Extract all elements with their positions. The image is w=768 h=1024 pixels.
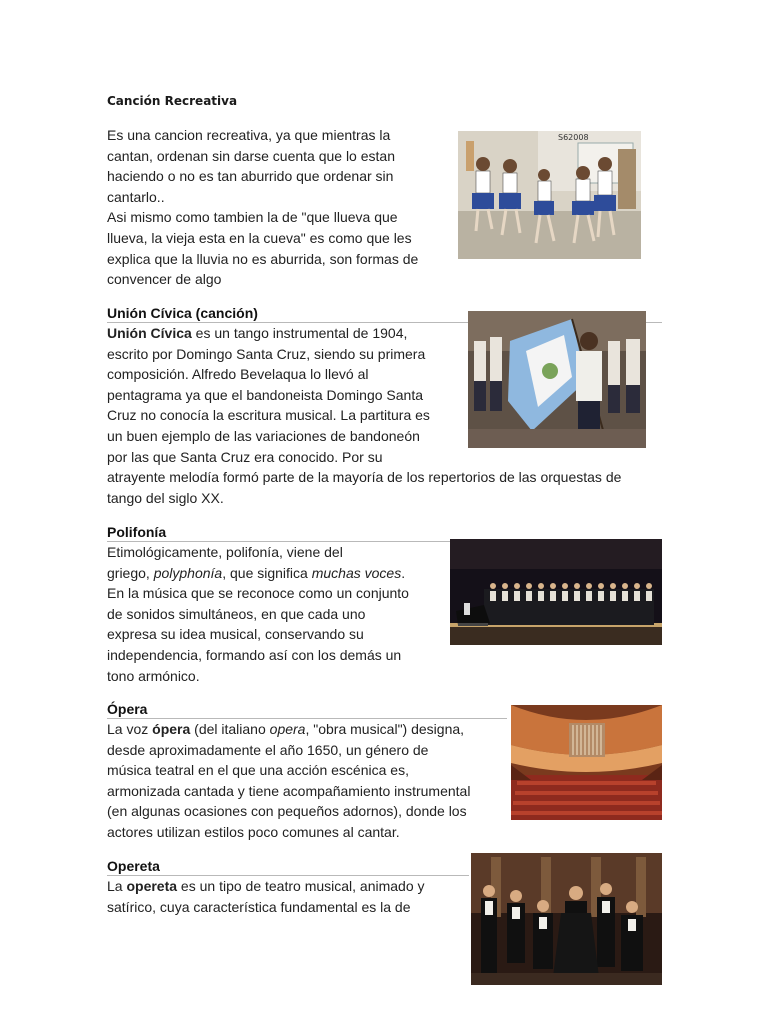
paragraph-opera — [107, 719, 507, 843]
section-heading-opereta: Opereta — [107, 858, 160, 874]
text-line: tango del siglo XX. — [107, 489, 224, 506]
text-line: de sonidos simultáneos, en que cada uno — [107, 605, 366, 622]
text-line: escrito por Domingo Santa Cruz, siendo su primera — [107, 345, 426, 362]
paragraph-polifonia — [107, 542, 447, 686]
section-heading-union-civica: Unión Cívica (canción) — [107, 305, 258, 321]
text-line: cantarlo.. — [107, 188, 165, 205]
choir-concert-photo — [450, 539, 662, 645]
text-line: explica que la lluvia no es aburrida, son formas de — [107, 250, 419, 267]
text-line: satírico, cuya característica fundamental es la de — [107, 898, 411, 915]
opera-house-interior-photo — [511, 705, 662, 820]
operetta-cast-photo — [471, 853, 662, 985]
text-line: Asi mismo como tambien la de "que llueva que — [107, 209, 398, 226]
text-line: armonizada cantada y tiene acompañamiento instrumental — [107, 782, 471, 799]
text-line: composición. Alfredo Bevelaqua lo llevó al — [107, 366, 369, 383]
text-line: música teatral en el que una acción escénica es, — [107, 762, 409, 779]
text-line: Es una cancion recreativa, ya que mientras la — [107, 127, 391, 143]
text-line: griego, polyphonía, que significa muchas voces. — [107, 564, 406, 581]
section-title-cancion-recreativa: Canción Recreativa — [107, 94, 238, 108]
text-line: pentagrama ya que el bandoneista Domingo Santa — [107, 386, 423, 403]
text-line: expresa su idea musical, conservando su — [107, 626, 364, 643]
flag-parade-photo — [468, 311, 646, 448]
text-line: Etimológicamente, polifonía, viene del — [107, 544, 343, 560]
text-line: desde aproximadamente el año 1650, un género de — [107, 741, 429, 758]
text-line: actores utilizan estilos poco comunes al cantar. — [107, 823, 400, 840]
text-line: cantan, ordenan sin darse cuenta que lo estan — [107, 147, 395, 164]
text-line: un buen ejemplo de las variaciones de bandoneón — [107, 427, 420, 444]
text-line: llueva, la vieja esta en la cueva" es como que les — [107, 229, 412, 246]
text-line: La opereta es un tipo de teatro musical, animado y — [107, 878, 425, 894]
text-line: tono armónico. — [107, 667, 200, 684]
text-line: (en algunas ocasiones con pequeños adornos), donde los — [107, 803, 467, 820]
text-line: Cruz no conocía la escritura musical. La partitura es — [107, 407, 430, 424]
children-dancing-photo — [458, 131, 641, 259]
section-heading-polifonia: Polifonía — [107, 524, 167, 540]
text-line: convencer de algo — [107, 271, 222, 288]
text-line: En la música que se reconoce como un conjunto — [107, 585, 409, 602]
text-line: atrayente melodía formó parte de la mayoría de los repertorios de las orquestas de — [107, 469, 622, 486]
text-line: Unión Cívica es un tango instrumental de 1904, — [107, 325, 408, 341]
text-line: haciendo o no es tan aburrido que ordenar sin — [107, 168, 394, 185]
text-line: independencia, formando así con los demás un — [107, 646, 402, 663]
photo-caption-text: S62008 — [558, 133, 589, 142]
paragraph-cancion-recreativa — [107, 125, 452, 290]
bold-term: Unión Cívica — [107, 325, 192, 341]
section-heading-opera: Ópera — [107, 701, 148, 717]
paragraph-opereta — [107, 876, 467, 917]
text-line: por las que Santa Cruz era conocido. Por su — [107, 448, 383, 465]
text-line: La voz ópera (del italiano opera, "obra musical") designa, — [107, 721, 465, 737]
